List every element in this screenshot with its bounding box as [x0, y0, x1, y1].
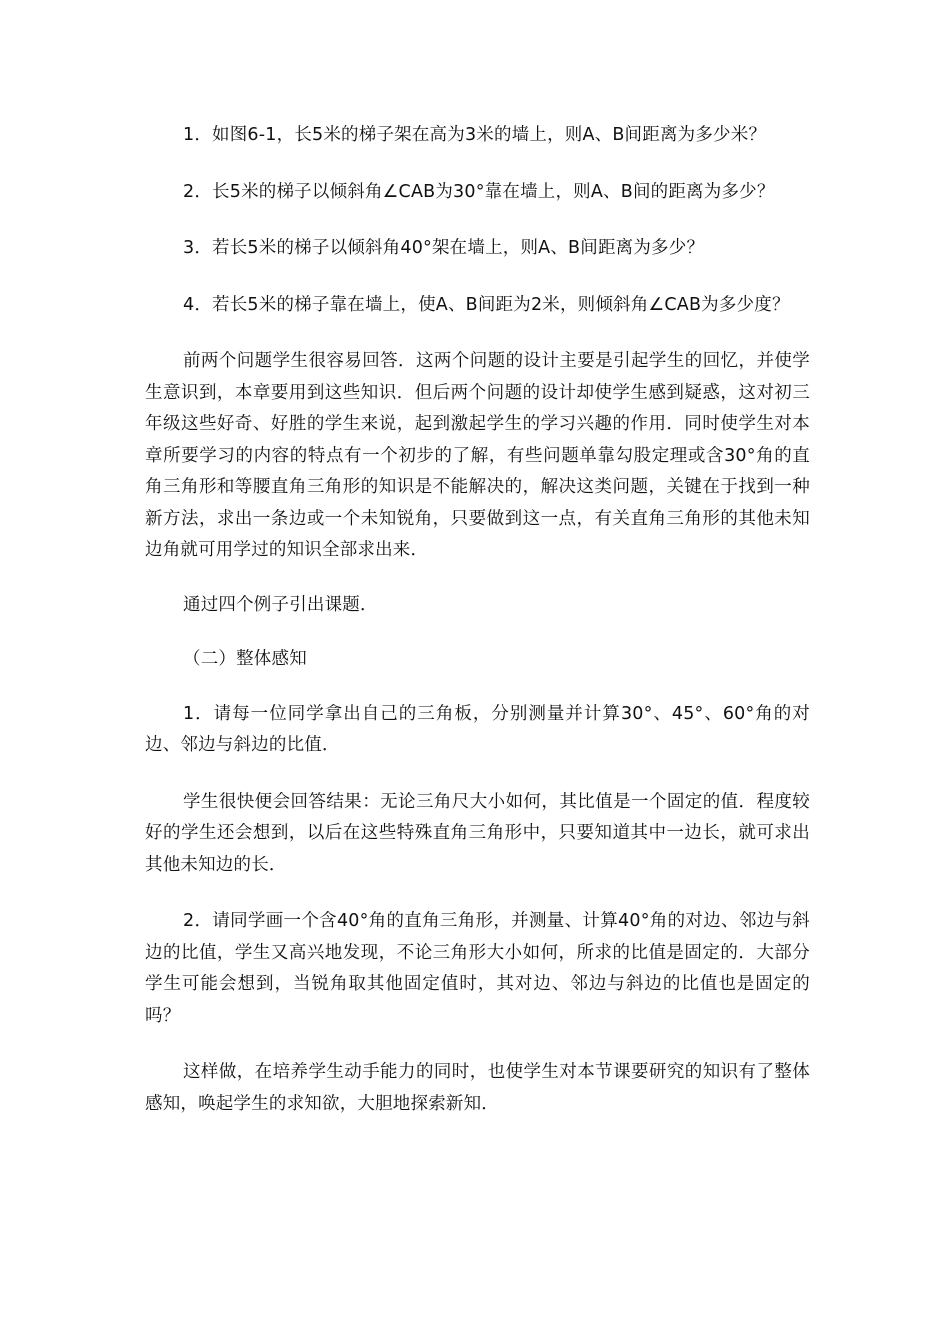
section-heading: （二）整体感知: [183, 649, 307, 669]
discussion-paragraph: 前两个问题学生很容易回答．这两个问题的设计主要是引起学生的回忆，并使学生意识到，本章要用到这些知识．但后两个问题的设计却使学生感到疑惑，这对初三年级这些好奇、好胜的学生来说，起到激起学生的学习兴趣的作用．同时使学生对本章所要学习的内容的特点有一个初步的了解，有些问题单靠勾股定理或含30°角的直角三角形和等腰直角三角形的知识是不能解决的，解决这类问题，关键在于找到一种新方法，求出一条边或一个未知锐角，只要做到这一点，有关直角三角形的其他未知边角就可用学过的知识全部求出来．: [145, 351, 810, 560]
activity-2-paragraph: 2．请同学画一个含40°角的直角三角形，并测量、计算40°角的对边、邻边与斜边的比值，学生又高兴地发现，不论三角形大小如何，所求的比值是固定的．大部分学生可能会想到，当锐角取其他固定值时，其对边、邻边与斜边的比值也是固定的吗？: [145, 911, 810, 1026]
activity-1-paragraph: 1．请每一位同学拿出自己的三角板，分别测量并计算30°、45°、60°角的对边、邻边与斜边的比值．: [145, 703, 810, 755]
question-2-paragraph: 2．长5米的梯子以倾斜角∠CAB为30°靠在墙上，则A、B间的距离为多少？: [183, 181, 775, 202]
activity-1-result-paragraph: 学生很快便会回答结果：无论三角尺大小如何，其比值是一个固定的值．程度较好的学生还会想到，以后在这些特殊直角三角形中，只要知道其中一边长，就可求出其他未知边的长．: [145, 791, 810, 875]
document-page: [145, 120, 810, 1120]
question-3-paragraph: 3．若长5米的梯子以倾斜角40°架在墙上，则A、B间距离为多少？: [183, 238, 705, 258]
question-1-paragraph: 1．如图6-1，长5米的梯子架在高为3米的墙上，则A、B间距离为多少米？: [183, 125, 767, 145]
summary-paragraph: 这样做，在培养学生动手能力的同时，也使学生对本节课要研究的知识有了整体感知，唤起学生的求知欲，大胆地探索新知．: [145, 1062, 810, 1114]
topic-intro-paragraph: 通过四个例子引出课题．: [183, 594, 378, 615]
question-4-paragraph: 4．若长5米的梯子靠在墙上，使A、B间距为2米，则倾斜角∠CAB为多少度？: [183, 294, 790, 315]
